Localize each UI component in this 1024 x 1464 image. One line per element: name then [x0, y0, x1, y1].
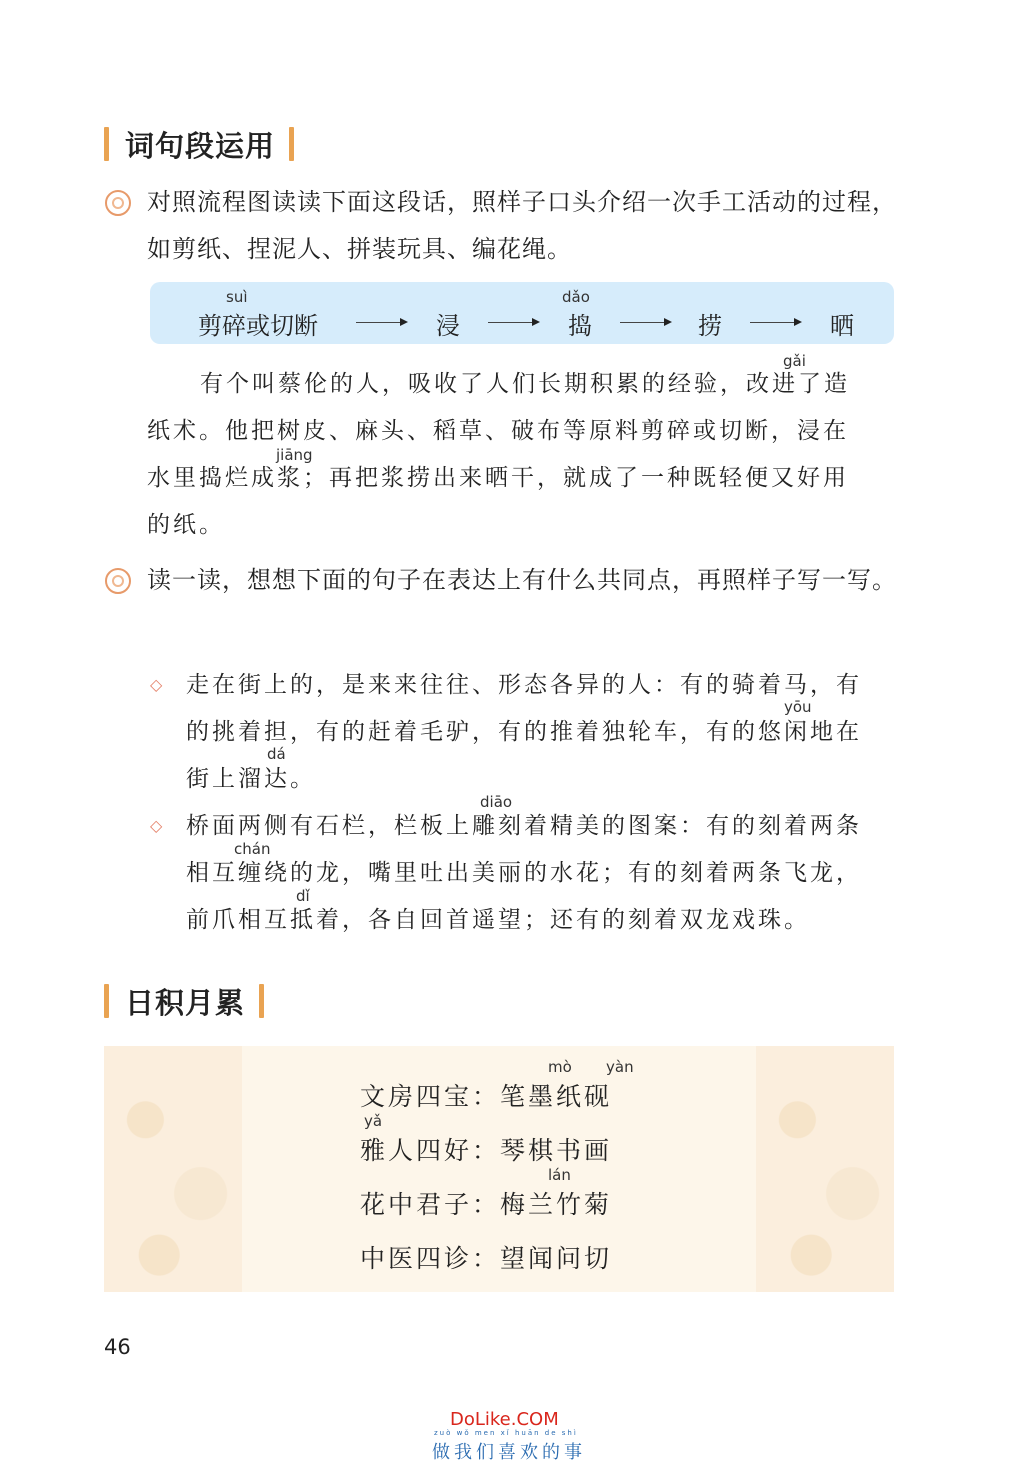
flow-arrow-2 — [488, 322, 538, 323]
section-heading-ci-ju-duan — [104, 124, 294, 164]
example2-line-2: 相互缠绕的龙，嘴里吐出美丽的水花；有的刻着两条飞龙， — [186, 860, 862, 886]
idiom-term: 花中君子： — [360, 1190, 501, 1219]
task2-instruction: 读一读，想想下面的句子在表达上有什么共同点，再照样子写一写。 — [147, 566, 897, 594]
flow-arrow-4 — [750, 322, 800, 323]
flow-pinyin-dao: dǎo — [562, 288, 590, 306]
pinyin-diao: diāo — [480, 793, 513, 811]
passage-line-2: 纸术。他把树皮、麻头、稻草、破布等原料剪碎或切断，浸在 — [147, 418, 849, 444]
passage-line-1: 有个叫蔡伦的人，吸收了人们长期积累的经验，改进了造 — [200, 371, 850, 397]
pinyin-yan: yàn — [606, 1058, 634, 1076]
pinyin-chan: chán — [234, 840, 271, 858]
pinyin-you: yōu — [784, 698, 812, 716]
flow-arrow-3 — [620, 322, 670, 323]
pinyin-jiang: jiāng — [276, 446, 313, 464]
section-title: 词句段运用 — [125, 128, 276, 163]
flow-step-5: 晒 — [830, 312, 854, 340]
flow-chart — [150, 282, 894, 344]
pinyin-mo: mò — [548, 1058, 572, 1076]
idiom-row — [360, 1077, 612, 1113]
pinyin-gai: gǎi — [783, 352, 806, 370]
watermark-pinyin: zuò wǒ men xǐ huān de shì — [434, 1429, 578, 1437]
watermark-slogan: 做我们喜欢的事 — [432, 1442, 586, 1463]
passage-line-3: 水里捣烂成浆；再把浆捞出来晒干，就成了一种既轻便又好用 — [147, 465, 849, 491]
task1-instruction: 对照流程图读读下面这段话，照样子口头介绍一次手工活动的过程，如剪纸、捏泥人、拼装玩具、编花绳。 — [147, 188, 897, 263]
section-title: 日积月累 — [125, 985, 246, 1020]
flow-step-2: 浸 — [436, 312, 460, 340]
watermark-site: DoLike.COM — [450, 1409, 559, 1430]
section-heading-ri-ji-yue-lei — [104, 981, 264, 1021]
diamond-bullet-icon: ◇ — [150, 675, 163, 694]
example1-line-1: 走在街上的，是来来往往、形态各异的人：有的骑着马，有 — [186, 672, 862, 698]
heading-bar-left — [104, 127, 109, 161]
panel-pattern-left — [104, 1046, 242, 1292]
idiom-term: 中医四诊： — [360, 1244, 501, 1273]
pinyin-lan: lán — [548, 1166, 571, 1184]
passage-line-4: 的纸。 — [147, 512, 225, 538]
flow-arrow-1 — [356, 322, 406, 323]
pinyin-da: dá — [267, 745, 286, 763]
page-number: 46 — [104, 1335, 131, 1359]
heading-bar-right — [259, 984, 264, 1018]
flow-pinyin-sui: suì — [226, 288, 248, 306]
idiom-value: 笔墨纸砚 — [500, 1082, 613, 1111]
idiom-value: 望闻问切 — [500, 1244, 613, 1273]
idiom-value: 梅兰竹菊 — [500, 1190, 613, 1219]
flow-step-1: 剪碎或切断 — [198, 312, 318, 340]
pinyin-ya: yǎ — [364, 1112, 383, 1130]
example1-line-3: 街上溜达。 — [186, 766, 316, 792]
panel-pattern-right — [756, 1046, 894, 1292]
idiom-row — [360, 1131, 612, 1167]
example2-line-1: 桥面两侧有石栏，栏板上雕刻着精美的图案：有的刻着两条 — [186, 813, 862, 839]
heading-bar-right — [289, 127, 294, 161]
seal-icon — [105, 190, 131, 216]
pinyin-di: dǐ — [296, 887, 310, 905]
seal-icon — [105, 568, 131, 594]
diamond-bullet-icon: ◇ — [150, 816, 163, 835]
example2-line-3: 前爪相互抵着，各自回首遥望；还有的刻着双龙戏珠。 — [186, 907, 810, 933]
flow-step-4: 捞 — [698, 312, 722, 340]
heading-bar-left — [104, 984, 109, 1018]
idiom-value: 琴棋书画 — [500, 1136, 613, 1165]
flow-step-3: 捣 — [568, 312, 592, 340]
idiom-term: 雅人四好： — [360, 1136, 501, 1165]
idiom-row — [360, 1185, 612, 1221]
example1-line-2: 的挑着担，有的赶着毛驴，有的推着独轮车，有的悠闲地在 — [186, 719, 862, 745]
idiom-term: 文房四宝： — [360, 1082, 501, 1111]
idiom-row — [360, 1239, 612, 1275]
